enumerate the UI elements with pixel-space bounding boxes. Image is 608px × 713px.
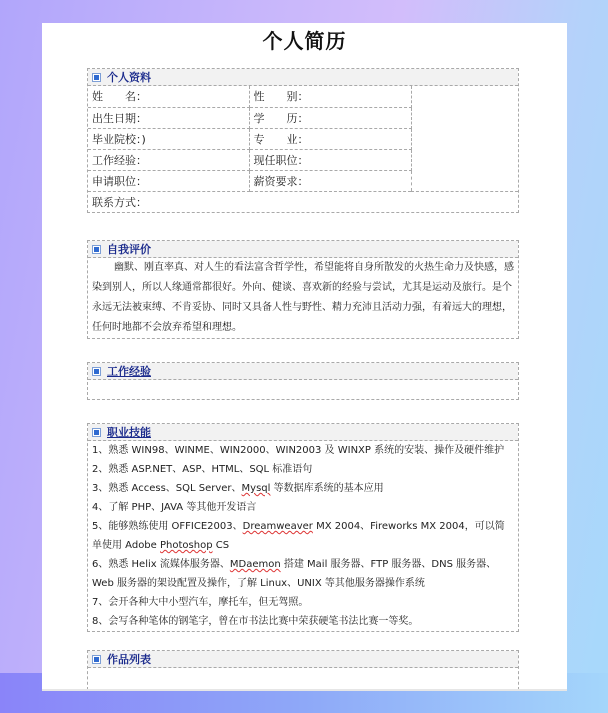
field-work-experience: 工作经验： bbox=[88, 149, 249, 170]
spellcheck-word: Mysql bbox=[241, 483, 271, 494]
field-birthdate: 出生日期： bbox=[88, 107, 249, 128]
section-bullet-icon bbox=[92, 655, 101, 664]
table-row bbox=[88, 191, 518, 212]
section-bullet-icon bbox=[92, 428, 101, 437]
field-current-position: 现任职位： bbox=[249, 149, 411, 170]
skill-item: 1、熟悉 WIN98、WINME、WIN2000、WIN2003 及 WINXP 系统的安装、操作及硬件维护 bbox=[92, 445, 505, 456]
page-title: 个人简历 bbox=[262, 29, 347, 53]
resume-page bbox=[42, 23, 567, 691]
field-education: 学 历： bbox=[249, 107, 411, 128]
photo-cell bbox=[411, 86, 518, 191]
section-title: 作品列表 bbox=[107, 653, 151, 666]
skill-item: 8、会写各种笔体的钢笔字，曾在市书法比赛中荣获硬笔书法比赛一等奖。 bbox=[92, 616, 419, 627]
section-header bbox=[88, 424, 518, 441]
self-evaluation-text: 幽默、刚直率真、对人生的看法富含哲学性，希望能将自身所散发的火热生命力及快感，感染到别人，所以人缘通常都很好。外向、健谈、喜欢新的经验与尝试，尤其是运动及旅行。是个永远无法被束缚、不肯妥协、同时又具备人性与野性、精力充沛且活动力强，有着远大的理想，任何时地都不会放弃希望和理想。 bbox=[92, 262, 514, 333]
field-school: 毕业院校：) bbox=[88, 128, 249, 149]
section-title: 职业技能 bbox=[107, 426, 151, 439]
field-salary: 薪资要求： bbox=[249, 170, 411, 191]
section-title: 工作经验 bbox=[107, 365, 151, 378]
table-row bbox=[88, 86, 518, 107]
section-personal-info bbox=[87, 68, 519, 213]
skill-item: 3、熟悉 Access、SQL Server、Mysql 等数据库系统的基本应用 bbox=[92, 483, 384, 494]
section-bullet-icon bbox=[92, 73, 101, 82]
skill-item: 6、熟悉 Helix 流媒体服务器、MDaemon 搭建 Mail 服务器、FTP 服务器、DNS 服务器、Web 服务器的架设配置及操作，了解 Linux、UNIX 等其他服务器操作系统 bbox=[92, 559, 497, 589]
section-header bbox=[88, 363, 518, 380]
section-self-evaluation bbox=[87, 240, 519, 339]
spellcheck-word: Dreamweaver bbox=[242, 521, 313, 532]
section-bullet-icon bbox=[92, 245, 101, 254]
field-applied-position: 申请职位： bbox=[88, 170, 249, 191]
skill-item: 4、了解 PHP、JAVA 等其他开发语言 bbox=[92, 502, 257, 513]
section-header bbox=[88, 241, 518, 258]
self-evaluation-text-block bbox=[88, 258, 518, 338]
personal-info-table bbox=[88, 86, 518, 212]
field-gender: 性 别： bbox=[249, 86, 411, 107]
skill-item: 5、能够熟练使用 OFFICE2003、Dreamweaver MX 2004、Fireworks MX 2004，可以简单使用 Adobe Photoshop CS bbox=[92, 521, 505, 551]
section-works bbox=[87, 650, 519, 690]
field-name: 姓 名： bbox=[88, 86, 249, 107]
field-contact: 联系方式： bbox=[92, 195, 147, 209]
field-major: 专 业： bbox=[249, 128, 411, 149]
section-work-experience bbox=[87, 362, 519, 400]
section-skills bbox=[87, 423, 519, 632]
skill-item: 2、熟悉 ASP.NET、ASP、HTML、SQL 标准语句 bbox=[92, 464, 313, 475]
section-header bbox=[88, 69, 518, 86]
spellcheck-word: Photoshop bbox=[160, 540, 213, 551]
section-title: 个人资料 bbox=[107, 71, 151, 84]
section-title: 自我评价 bbox=[107, 243, 151, 256]
spellcheck-word: MDaemon bbox=[229, 559, 281, 570]
section-header bbox=[88, 651, 518, 668]
section-bullet-icon bbox=[92, 367, 101, 376]
skill-item: 7、会开各种大中小型汽车，摩托车，但无驾照。 bbox=[92, 597, 309, 608]
